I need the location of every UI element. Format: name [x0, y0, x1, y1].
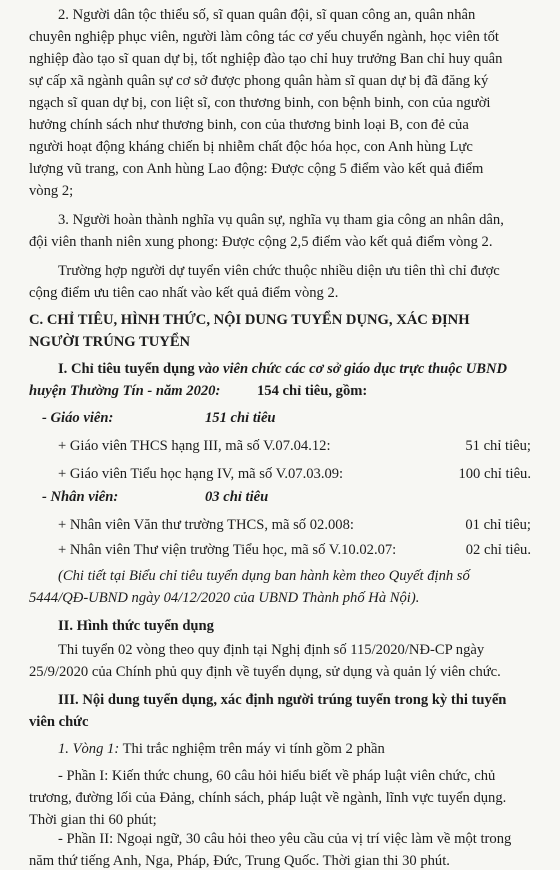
multi-priority-line: Trường hợp người dự tuyển viên chức thuộc nhiều diện ưu tiên thì chỉ được — [58, 263, 500, 279]
quota-heading-sub: huyện Thường Tín - năm 2020: — [29, 383, 221, 399]
priority-2-line: ngạch sĩ quan dự bị, con liệt sĩ, con thương binh, con bệnh binh, con của người — [29, 95, 491, 111]
priority-2-line: hưởng chính sách như thương binh, con của thương binh loại B, con đẻ của — [29, 117, 469, 133]
teachers-label: - Giáo viên: — [42, 410, 114, 426]
content-heading: viên chức — [29, 714, 89, 730]
quota-total: 154 chỉ tiêu, gồm: — [257, 383, 368, 399]
staff-count: 03 chỉ tiêu — [205, 489, 269, 505]
detail-note: 5444/QĐ-UBND ngày 04/12/2020 của UBND Thành phố Hà Nội). — [29, 590, 420, 606]
priority-2-line: lượng vũ trang, con Anh hùng Lao động: Được cộng 5 điểm vào kết quả điểm — [29, 161, 484, 177]
part1-line: Thời gian thi 60 phút; — [29, 812, 157, 828]
staff-label: - Nhân viên: — [42, 489, 119, 505]
content-heading: III. Nội dung tuyển dụng, xác định người trúng tuyển trong kỳ thi tuyển — [58, 692, 507, 708]
quota-item-qty: 01 chỉ tiêu; — [465, 517, 531, 533]
round1-line — [58, 740, 385, 758]
priority-2-line: chuyên nghiệp phục viên, người làm công tác cơ yếu chuyển ngành, học viên tốt — [29, 29, 499, 45]
form-text: 25/9/2020 của Chính phủ quy định về tuyển dụng, sử dụng và quản lý viên chức. — [29, 664, 501, 680]
quota-item-qty: 51 chỉ tiêu; — [465, 438, 531, 454]
quota-heading — [58, 360, 507, 378]
teachers-count: 151 chỉ tiêu — [205, 410, 276, 426]
section-c-heading: C. CHỈ TIÊU, HÌNH THỨC, NỘI DUNG TUYỂN DỤNG, XÁC ĐỊNH — [29, 312, 470, 328]
quota-heading-label: I. Chỉ tiêu tuyển dụng — [58, 361, 195, 377]
quota-item: + Nhân viên Thư viện trường Tiểu học, mã số V.10.02.07: — [58, 542, 397, 558]
priority-3-line: 3. Người hoàn thành nghĩa vụ quân sự, nghĩa vụ tham gia công an nhân dân, — [58, 212, 504, 228]
part1-line: trương, đường lối của Đảng, chính sách, pháp luật về ngành, lĩnh vực tuyển dụng. — [29, 790, 507, 806]
round1-text: Thi trắc nghiệm trên máy vi tính gồm 2 phần — [119, 741, 385, 757]
part2-line: năm thứ tiếng Anh, Nga, Pháp, Đức, Trung Quốc. Thời gian thi 30 phút. — [29, 853, 450, 869]
priority-2-line: vòng 2; — [29, 183, 74, 199]
form-text: Thi tuyển 02 vòng theo quy định tại Nghị định số 115/2020/NĐ-CP ngày — [58, 642, 485, 658]
quota-item: + Nhân viên Văn thư trường THCS, mã số 02.008: — [58, 517, 354, 533]
part1-line: - Phần I: Kiến thức chung, 60 câu hỏi hiểu biết về pháp luật viên chức, chủ — [58, 768, 496, 784]
priority-2-line: nghiệp đào tạo sĩ quan dự bị, tốt nghiệp đào tạo chỉ huy trưởng Ban chỉ huy quân — [29, 51, 503, 67]
quota-item-qty: 100 chỉ tiêu. — [458, 466, 531, 482]
quota-heading-text: vào viên chức các cơ sở giáo dục trực thuộc UBND — [194, 361, 508, 377]
priority-3-line: đội viên thanh niên xung phong: Được cộng 2,5 điểm vào kết quả điểm vòng 2. — [29, 234, 493, 250]
multi-priority-line: cộng điểm ưu tiên cao nhất vào kết quả điểm vòng 2. — [29, 285, 339, 301]
quota-item: + Giáo viên THCS hạng III, mã số V.07.04.12: — [58, 438, 331, 454]
detail-note: (Chi tiết tại Biểu chỉ tiêu tuyển dụng ban hành kèm theo Quyết định số — [58, 568, 470, 584]
part2-line: - Phần II: Ngoại ngữ, 30 câu hỏi theo yêu cầu của vị trí việc làm về một trong — [58, 831, 512, 847]
round1-label: 1. Vòng 1: — [58, 741, 120, 757]
priority-2-line: 2. Người dân tộc thiểu số, sĩ quan quân đội, sĩ quan công an, quân nhân — [58, 7, 476, 23]
priority-2-line: sự cấp xã ngành quân sự cơ sở được phong quân hàm sĩ quan dự bị đã đăng ký — [29, 73, 489, 89]
priority-2-line: người hoạt động kháng chiến bị nhiễm chất độc hóa học, con Anh hùng Lực — [29, 139, 473, 155]
quota-item-qty: 02 chỉ tiêu. — [465, 542, 531, 558]
form-heading: II. Hình thức tuyển dụng — [58, 618, 214, 634]
quota-item: + Giáo viên Tiểu học hạng IV, mã số V.07.03.09: — [58, 466, 344, 482]
section-c-heading: NGƯỜI TRÚNG TUYỂN — [29, 334, 191, 350]
